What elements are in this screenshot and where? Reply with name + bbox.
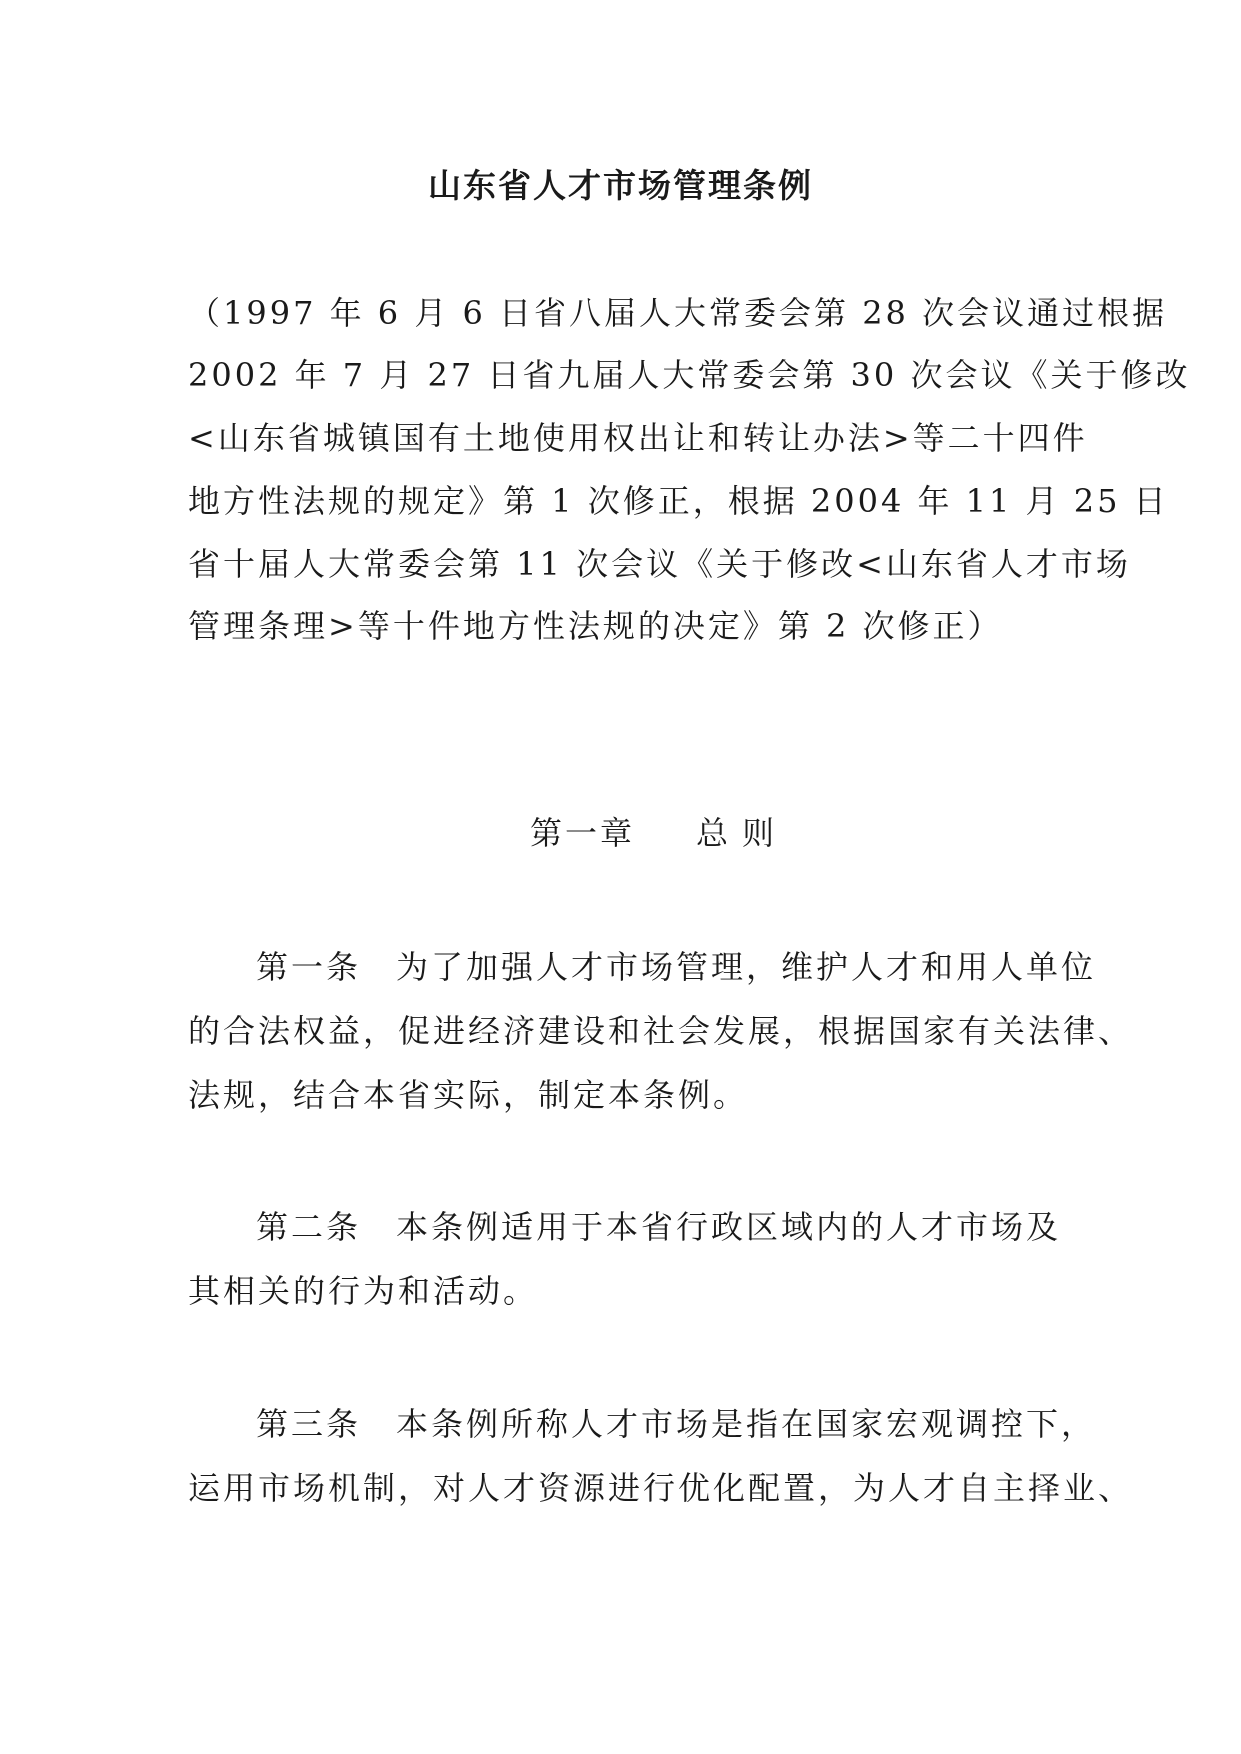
history-line: （1997 年 6 月 6 日省八届人大常委会第 28 次会议通过根据 [188, 294, 1168, 332]
article-line: 的合法权益，促进经济建设和社会发展，根据国家有关法律、 [188, 1012, 1134, 1050]
article-line: 法规，结合本省实际，制定本条例。 [188, 1076, 749, 1114]
history-line: 管理条理>等十件地方性法规的决定》第 2 次修正） [188, 607, 1003, 645]
article-line: 第二条 本条例适用于本省行政区域内的人才市场及 [256, 1208, 1062, 1246]
article-line: 第三条 本条例所称人才市场是指在国家宏观调控下， [256, 1405, 1097, 1443]
history-line: <山东省城镇国有土地使用权出让和转让办法>等二十四件 [188, 419, 1088, 457]
history-line: 省十届人大常委会第 11 次会议《关于修改<山东省人才市场 [188, 545, 1131, 583]
chapter-number: 第一章 [530, 814, 636, 852]
article-line: 运用市场机制，对人才资源进行优化配置，为人才自主择业、 [188, 1469, 1134, 1507]
article-line: 其相关的行为和活动。 [188, 1272, 539, 1310]
article-line: 第一条 为了加强人才市场管理，维护人才和用人单位 [256, 948, 1097, 986]
document-title: 山东省人才市场管理条例 [428, 166, 813, 205]
history-line: 2002 年 7 月 27 日省九届人大常委会第 30 次会议《关于修改 [188, 356, 1191, 394]
history-line: 地方性法规的规定》第 1 次修正，根据 2004 年 11 月 25 日 [188, 482, 1169, 520]
chapter-name: 总则 [696, 814, 789, 852]
